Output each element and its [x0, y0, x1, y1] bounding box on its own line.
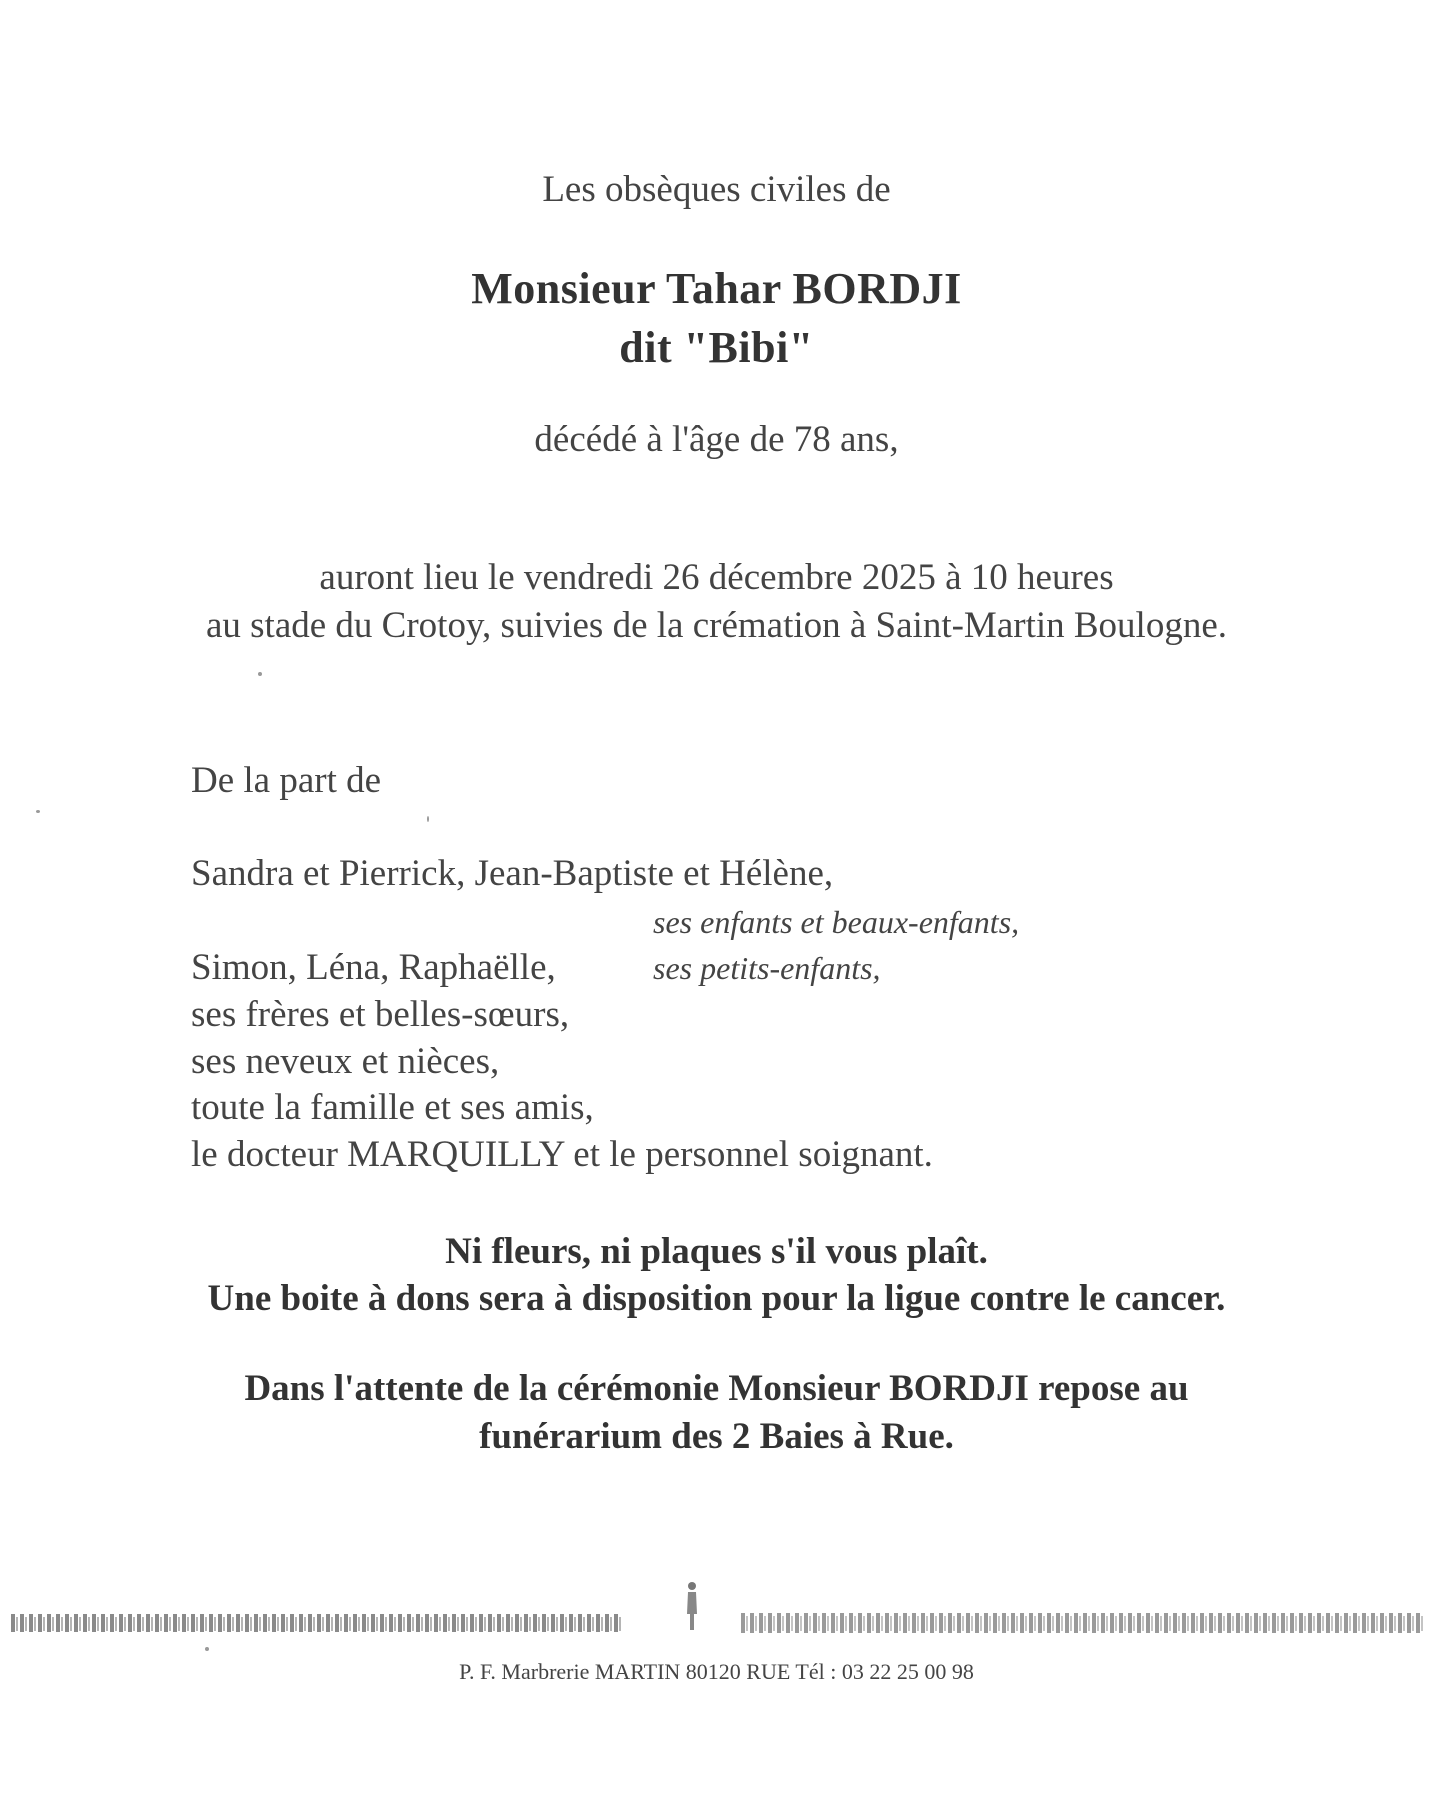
- walking-person-icon: [684, 1580, 700, 1632]
- deceased-name: Monsieur Tahar BORDJI: [471, 264, 962, 313]
- no-flowers-notice: Ni fleurs, ni plaques s'il vous plaît.: [445, 1231, 988, 1272]
- family-friends-line: toute la famille et ses amis,: [191, 1087, 594, 1128]
- grandchildren-relation: ses petits-enfants,: [653, 950, 881, 986]
- children-names: Sandra et Pierrick, Jean-Baptiste et Hélène,: [191, 853, 834, 894]
- scan-speck: [427, 816, 429, 822]
- grandchildren-names: Simon, Léna, Raphaëlle,: [191, 947, 556, 988]
- fence-left-illustration: [10, 1610, 622, 1636]
- wake-line-1: Dans l'attente de la cérémonie Monsieur BORDJI repose au: [244, 1368, 1189, 1409]
- fence-right-illustration: [740, 1610, 1423, 1636]
- age-line: décédé à l'âge de 78 ans,: [534, 419, 899, 460]
- funeral-home-footer: P. F. Marbrerie MARTIN 80120 RUE Tél : 03 22 25 00 98: [459, 1659, 974, 1684]
- scan-speck: [36, 810, 40, 813]
- nephews-line: ses neveux et nièces,: [191, 1041, 500, 1082]
- wake-line-2: funérarium des 2 Baies à Rue.: [479, 1416, 954, 1457]
- donation-notice: Une boite à dons sera à disposition pour la ligue contre le cancer.: [207, 1278, 1226, 1319]
- intro-text: Les obsèques civiles de: [542, 169, 891, 210]
- ceremony-date: auront lieu le vendredi 26 décembre 2025 à 10 heures: [319, 557, 1114, 598]
- children-relation: ses enfants et beaux-enfants,: [653, 904, 1020, 940]
- deceased-nickname: dit "Bibi": [619, 323, 814, 372]
- scan-speck: [258, 672, 262, 676]
- scan-speck: [205, 1647, 209, 1651]
- siblings-line: ses frères et belles-sœurs,: [191, 994, 570, 1035]
- from-label: De la part de: [191, 760, 382, 801]
- doctor-line: le docteur MARQUILLY et le personnel soignant.: [191, 1134, 933, 1175]
- ceremony-location: au stade du Crotoy, suivies de la crémation à Saint-Martin Boulogne.: [205, 605, 1228, 646]
